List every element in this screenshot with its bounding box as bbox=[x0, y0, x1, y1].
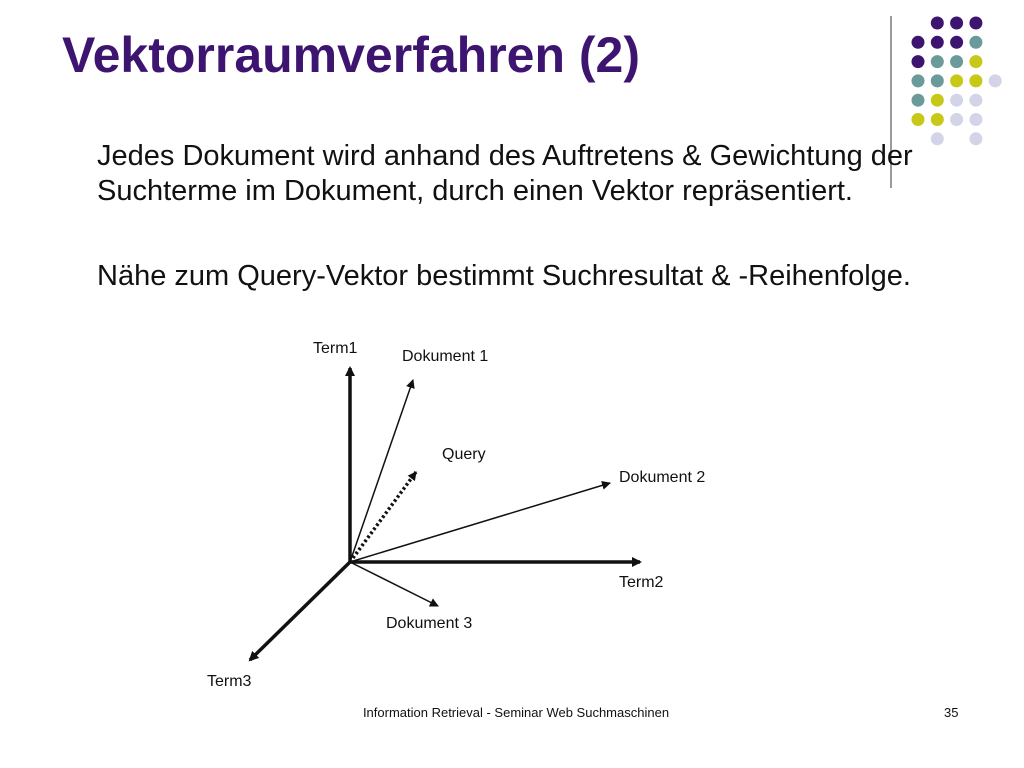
decorative-dot bbox=[931, 132, 944, 145]
decorative-dot bbox=[950, 36, 963, 49]
decorative-dot bbox=[912, 55, 925, 68]
vector-space-diagram bbox=[0, 330, 1024, 700]
decorative-dot bbox=[969, 113, 982, 126]
page-number: 35 bbox=[944, 705, 959, 720]
decorative-dot bbox=[969, 132, 982, 145]
decorative-dot bbox=[931, 74, 944, 87]
decorative-dot bbox=[912, 74, 925, 87]
decorative-dot bbox=[931, 17, 944, 30]
decorative-dot bbox=[912, 36, 925, 49]
query-label: Query bbox=[442, 446, 486, 463]
decorative-dot bbox=[950, 74, 963, 87]
decorative-dot bbox=[950, 17, 963, 30]
decorative-dot bbox=[969, 55, 982, 68]
decorative-dot bbox=[969, 36, 982, 49]
dokument3-label: Dokument 3 bbox=[386, 615, 473, 632]
dokument1-label: Dokument 1 bbox=[402, 348, 489, 365]
decorative-dot bbox=[931, 36, 944, 49]
dokument3-vector bbox=[350, 562, 438, 606]
decorative-dot bbox=[912, 113, 925, 126]
dokument1-vector bbox=[350, 380, 413, 562]
decorative-dot bbox=[931, 113, 944, 126]
term3-axis bbox=[250, 562, 350, 660]
decorative-dot bbox=[950, 113, 963, 126]
slide-title: Vektorraumverfahren (2) bbox=[62, 27, 641, 83]
term1-label: Term1 bbox=[313, 340, 358, 357]
decorative-dot bbox=[969, 17, 982, 30]
term3-label: Term3 bbox=[207, 673, 252, 690]
dokument2-vector bbox=[350, 483, 610, 562]
decorative-dot bbox=[950, 94, 963, 107]
decorative-dot bbox=[989, 74, 1002, 87]
footer-text: Information Retrieval - Seminar Web Suchmaschinen bbox=[362, 705, 670, 720]
decorative-dot bbox=[931, 55, 944, 68]
decorative-dot bbox=[950, 55, 963, 68]
decorative-dot bbox=[969, 94, 982, 107]
term2-label: Term2 bbox=[619, 574, 664, 591]
dokument2-label: Dokument 2 bbox=[619, 469, 706, 486]
bullet-document-vector: Jedes Dokument wird anhand des Auftretens & Gewichtung der Suchterme im Dokument, durch einen Vektor repräsentiert. bbox=[97, 140, 913, 207]
decorative-dot bbox=[912, 94, 925, 107]
decorative-dot bbox=[969, 74, 982, 87]
decorative-dot bbox=[931, 94, 944, 107]
bullet-query-proximity: Nähe zum Query-Vektor bestimmt Suchresultat & -Reihenfolge. bbox=[97, 260, 911, 292]
